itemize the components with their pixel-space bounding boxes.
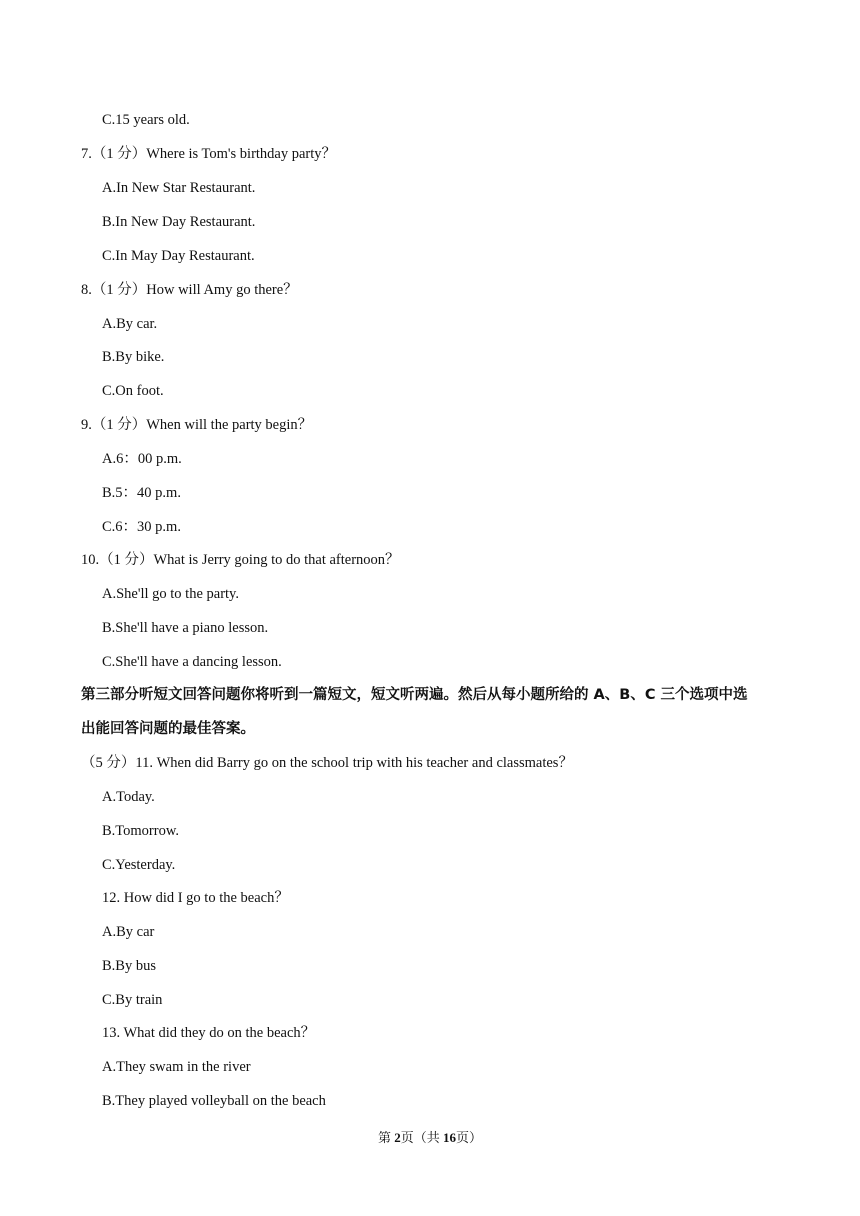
option-line: A.By car [102,924,155,940]
footer-suffix: 页） [456,1130,483,1145]
question-line: 9.（1 分）When will the party begin？ [81,417,313,433]
footer-middle: 页（共 [400,1130,443,1145]
section-heading: 第三部分听短文回答问题你将听到一篇短文，短文听两遍。然后从每小题所给的 A、B、C 三个选项中选 [81,687,748,703]
option-line: C.By train [102,992,163,1008]
option-line: B.Tomorrow. [102,823,179,839]
option-line: C.She'll have a dancing lesson. [102,654,282,670]
option-line: B.By bus [102,958,156,974]
option-line: B.By bike. [102,349,165,365]
option-line: B.They played volleyball on the beach [102,1093,326,1109]
footer-total-pages: 16 [443,1130,456,1145]
footer-page-number: 2 [394,1130,401,1145]
option-line: C.Yesterday. [102,857,176,873]
question-line: 8.（1 分）How will Amy go there？ [81,282,298,298]
option-line: A.They swam in the river [102,1059,251,1075]
option-line: C.In May Day Restaurant. [102,248,255,264]
option-line: B.5：40 p.m. [102,485,181,501]
option-line: B.She'll have a piano lesson. [102,620,269,636]
option-line: A.In New Star Restaurant. [102,180,256,196]
page-footer [0,1127,860,1146]
option-line: A.Today. [102,789,155,805]
question-line: 7.（1 分）Where is Tom's birthday party？ [81,146,337,162]
section-heading-continued: 出能回答问题的最佳答案。 [81,721,255,737]
option-line: A.She'll go to the party. [102,586,239,602]
option-line: C.15 years old. [102,112,190,128]
option-line: C.6：30 p.m. [102,519,181,535]
question-line: 12. How did I go to the beach？ [102,890,289,906]
option-line: C.On foot. [102,383,164,399]
question-line: 13. What did they do on the beach？ [102,1025,316,1041]
option-line: A.6：00 p.m. [102,451,182,467]
option-line: B.In New Day Restaurant. [102,214,256,230]
question-line: （5 分）11. When did Barry go on the school trip with his teacher and classmates？ [81,755,573,771]
option-line: A.By car. [102,316,158,332]
question-line: 10.（1 分）What is Jerry going to do that afternoon？ [81,552,400,568]
footer-prefix: 第 [377,1130,395,1145]
